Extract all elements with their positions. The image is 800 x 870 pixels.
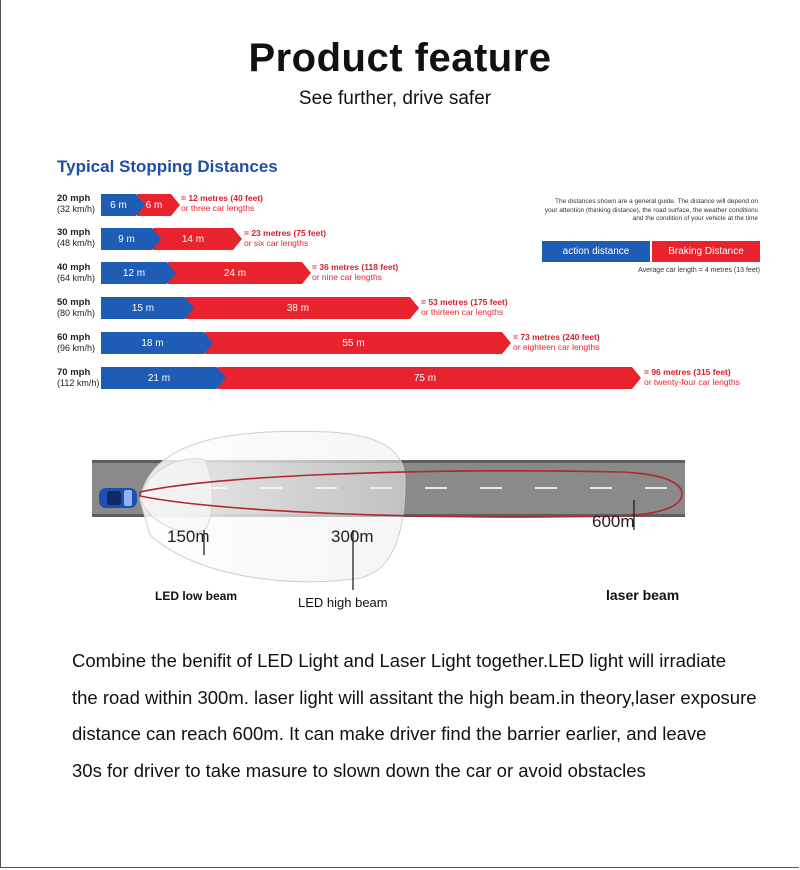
braking-value: 38 m [286, 302, 310, 314]
speed-mph: 30 mph [57, 227, 91, 238]
thinking-bar [101, 228, 152, 250]
braking-bar [153, 228, 233, 250]
speed-label [57, 193, 95, 215]
thinking-value: 9 m [118, 233, 135, 245]
car-lengths: or thirteen car lengths [421, 307, 504, 317]
thinking-bar [101, 297, 185, 319]
speed-mph: 50 mph [57, 297, 91, 308]
speed-label [57, 262, 95, 284]
speed-mph: 40 mph [57, 262, 91, 273]
speed-kmh: (80 km/h) [57, 308, 96, 318]
total-metres: = 36 metres (118 feet) [312, 262, 399, 272]
car-lengths: or three car lengths [181, 203, 255, 213]
total-metres: = 23 metres (75 feet) [244, 228, 326, 238]
braking-value: 24 m [223, 267, 247, 279]
car-icon [99, 488, 137, 508]
note-line: The distances shown are a general guide. The distance will depend on [555, 198, 758, 205]
braking-bar [186, 297, 410, 319]
total-metres: = 73 metres (240 feet) [513, 332, 600, 342]
speed-kmh: (32 km/h) [57, 204, 96, 214]
distance-600-label: 600m [592, 512, 635, 531]
car-lengths: or nine car lengths [312, 272, 382, 282]
high-beam-label: LED high beam [298, 595, 388, 610]
thinking-value: 6 m [110, 199, 127, 211]
thinking-value: 21 m [147, 372, 171, 384]
distance-150-label: 150m [167, 527, 210, 546]
braking-value: 75 m [413, 372, 437, 384]
distance-note [540, 198, 758, 224]
laser-beam-label: laser beam [606, 587, 680, 603]
description-text [72, 643, 797, 789]
thinking-bar [101, 367, 217, 389]
description-line: 30s for driver to take masure to slown down the car or avoid obstacles [72, 759, 646, 781]
stopping-distances-title: Typical Stopping Distances [57, 157, 278, 176]
note-line: and the condition of your vehicle at the time [632, 215, 758, 222]
total-distance [312, 262, 398, 282]
total-distance [644, 367, 740, 387]
thinking-bar [101, 194, 136, 216]
speed-kmh: (48 km/h) [57, 238, 96, 248]
braking-bar [218, 367, 632, 389]
page-subtitle: See further, drive safer [298, 88, 492, 109]
speed-label [57, 367, 99, 389]
car-lengths: or twenty-four car lengths [644, 377, 740, 387]
total-distance [244, 228, 326, 248]
speed-mph: 70 mph [57, 367, 91, 378]
page-title: Product feature [248, 36, 552, 80]
speed-kmh: (112 km/h) [57, 378, 100, 388]
thinking-value: 18 m [141, 337, 164, 349]
description-line: the road within 300m. laser light will assitant the high beam.in theory,laser exposure [72, 686, 757, 708]
speed-mph: 20 mph [57, 193, 91, 204]
total-metres: = 96 metres (315 feet) [644, 367, 731, 377]
total-distance [421, 297, 508, 317]
car-lengths: or eighteen car lengths [513, 342, 600, 352]
thinking-bar [101, 262, 167, 284]
car-lengths: or six car lengths [244, 238, 309, 248]
total-metres: = 12 metres (40 feet) [181, 193, 263, 203]
braking-bar [168, 262, 302, 284]
braking-bar [205, 332, 502, 354]
total-distance [513, 332, 600, 352]
legend-thinking: action distance [542, 241, 650, 262]
total-metres: = 53 metres (175 feet) [421, 297, 508, 307]
low-beam-label: LED low beam [155, 589, 238, 603]
speed-label [57, 297, 95, 319]
beam-diagram [0, 420, 800, 620]
note-line: your attention (thinking distance), the road surface, the weather conditions [544, 206, 758, 214]
average-car-length: Average car length = 4 metres (13 feet) [638, 267, 760, 274]
thinking-value: 12 m [122, 267, 146, 279]
speed-kmh: (64 km/h) [57, 273, 96, 283]
total-distance [181, 193, 263, 213]
thinking-value: 15 m [131, 302, 155, 314]
description-line: distance can reach 600m. It can make driver find the barrier earlier, and leave [72, 723, 707, 744]
braking-value: 55 m [342, 337, 365, 349]
speed-label [57, 332, 95, 354]
description-line: Combine the benifit of LED Light and Laser Light together.LED light will irradiate [72, 650, 727, 671]
thinking-bar [101, 332, 204, 354]
braking-value: 6 m [145, 199, 163, 211]
speed-mph: 60 mph [57, 332, 91, 343]
speed-label [57, 227, 95, 249]
legend-braking: Braking Distance [652, 241, 760, 262]
speed-kmh: (96 km/h) [57, 343, 96, 353]
distance-300-label: 300m [331, 527, 374, 546]
braking-value: 14 m [181, 233, 205, 245]
